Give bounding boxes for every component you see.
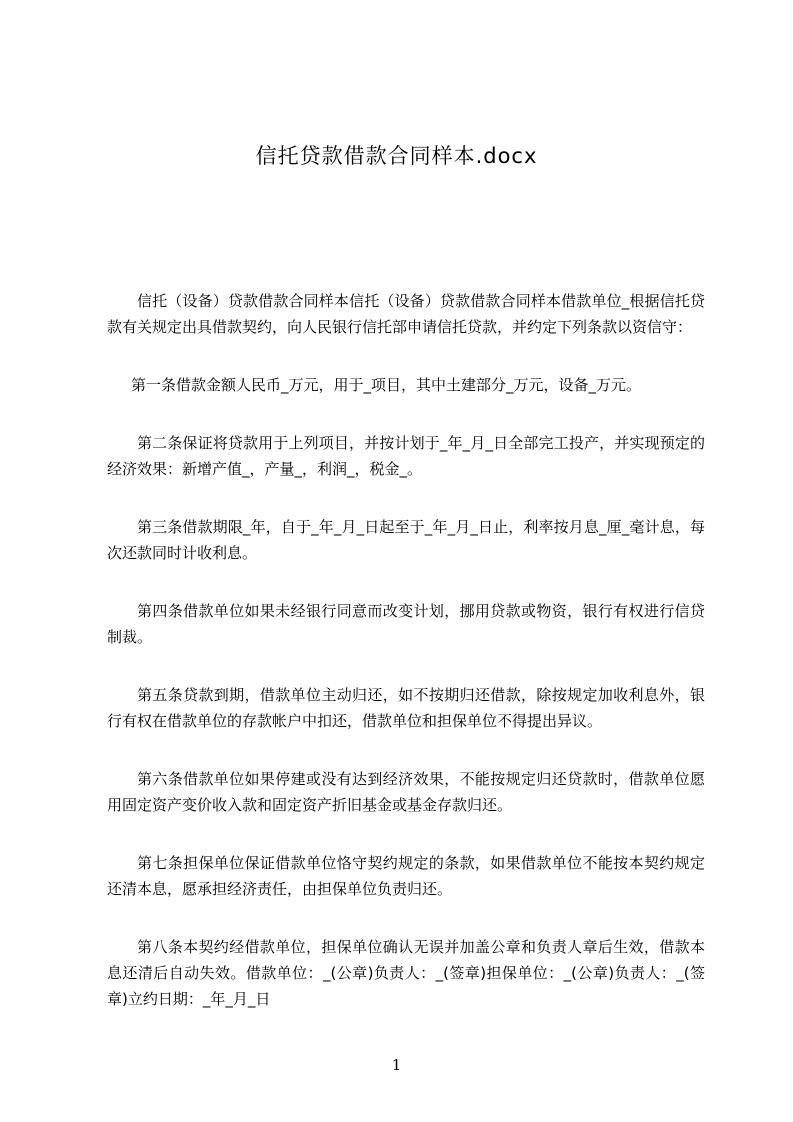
paragraph-article-7: 第七条担保单位保证借款单位恪守契约规定的条款，如果借款单位不能按本契约规定还清本息，愿承担经济责任，由担保单位负责归还。: [107, 854, 705, 898]
paragraph-intro: 信托（设备）贷款借款合同样本信托（设备）贷款借款合同样本借款单位_根据信托贷款有关规定出具借款契约，向人民银行信托部申请信托贷款，并约定下列条款以资信守：: [107, 292, 705, 336]
page-number: 1: [391, 1056, 402, 1074]
paragraph-article-8: 第八条本契约经借款单位，担保单位确认无误并加盖公章和负责人章后生效，借款本息还清后自动失效。借款单位：_(公章)负责人：_(签章)担保单位：_(公章)负责人：_(签章)立约日期：_年_月_日: [107, 938, 705, 1008]
paragraph-article-6: 第六条借款单位如果停建或没有达到经济效果，不能按规定归还贷款时，借款单位愿用固定资产变价收入款和固定资产折旧基金或基金存款归还。: [107, 770, 705, 814]
paragraph-article-1: 第一条借款金额人民币_万元，用于_项目，其中土建部分_万元，设备_万元。: [131, 376, 642, 394]
paragraph-article-4: 第四条借款单位如果未经银行同意而改变计划，挪用贷款或物资，银行有权进行信贷制裁。: [107, 602, 705, 646]
paragraph-article-3: 第三条借款期限_年，自于_年_月_日起至于_年_月_日止，利率按月息_厘_毫计息，每次还款同时计收利息。: [107, 518, 705, 562]
document-body: [107, 288, 705, 1044]
document-title: 信托贷款借款合同样本.docx: [255, 144, 538, 168]
paragraph-article-5: 第五条贷款到期，借款单位主动归还，如不按期归还借款，除按规定加收利息外，银行有权在借款单位的存款帐户中扣还，借款单位和担保单位不得提出异议。: [107, 686, 705, 730]
paragraph-article-2: 第二条保证将贷款用于上列项目，并按计划于_年_月_日全部完工投产，并实现预定的经济效果：新增产值_，产量_，利润_，税金_。: [107, 434, 705, 478]
